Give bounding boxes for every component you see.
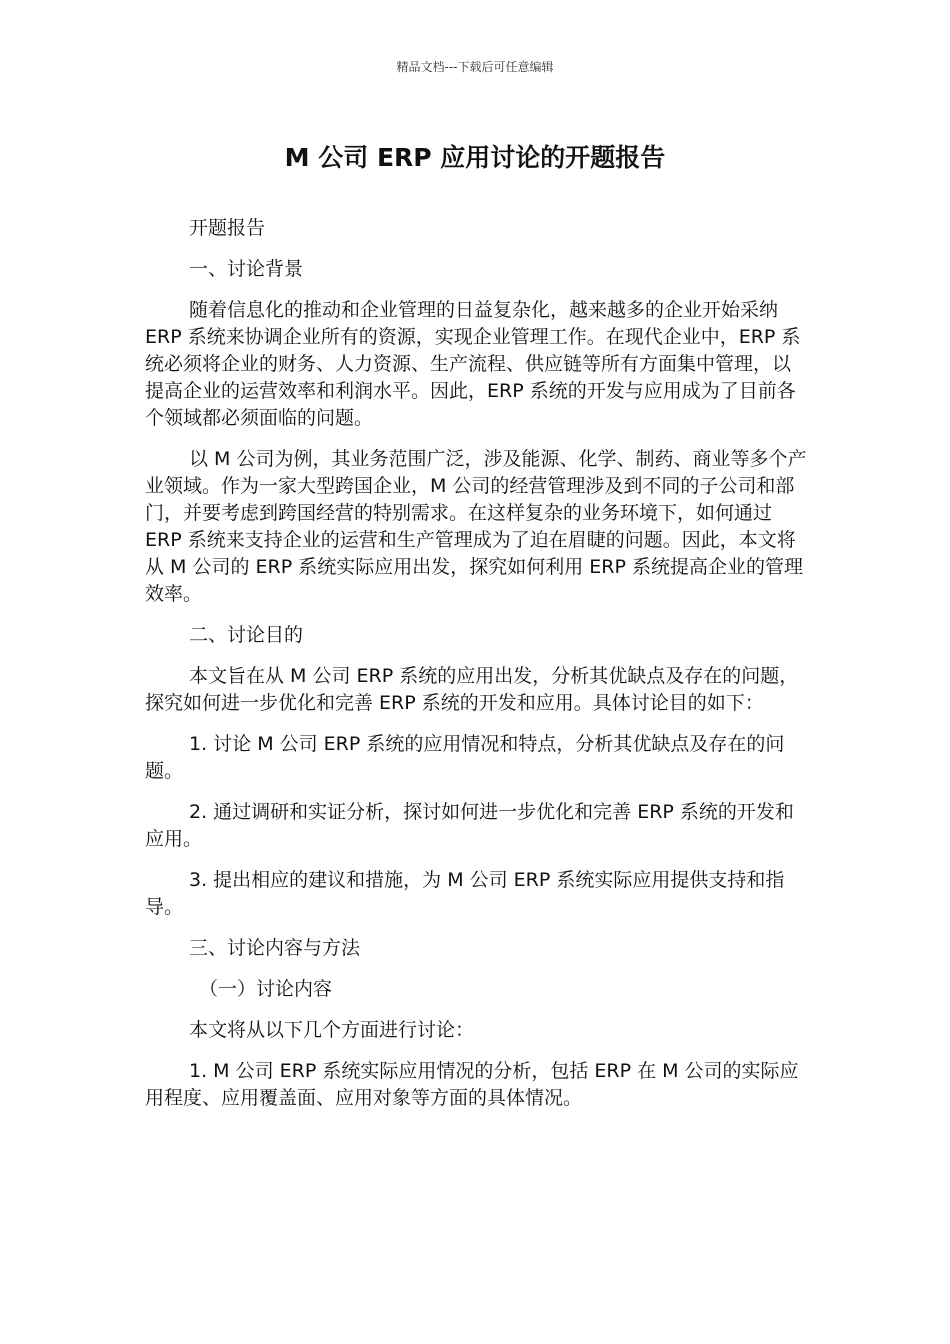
subsection-heading-content: （一）讨论内容 [199, 978, 333, 1000]
content-item-1: 1. M 公司 ERP 系统实际应用情况的分析，包括 ERP 在 M 公司的实际应用程度、应用覆盖面、应用对象等方面的具体情况。 [145, 1060, 799, 1109]
purpose-paragraph: 本文旨在从 M 公司 ERP 系统的应用出发，分析其优缺点及存在的问题，探究如何进一步优化和完善 ERP 系统的开发和应用。具体讨论目的如下： [145, 665, 799, 714]
purpose-item-2: 2. 通过调研和实证分析，探讨如何进一步优化和完善 ERP 系统的开发和应用。 [145, 801, 794, 850]
document-body [145, 215, 807, 1126]
section-label-proposal: 开题报告 [189, 217, 266, 239]
background-paragraph-2: 以 M 公司为例，其业务范围广泛，涉及能源、化学、制药、商业等多个产业领域。作为一家大型跨国企业，M 公司的经营管理涉及到不同的子公司和部门，并要考虑到跨国经营的特别需求。在这样复杂的业务环境下，如何通过 ERP 系统来支持企业的运营和生产管理成为了迫在眉睫的问题。因此，本文将从 M 公司的 ERP 系统实际应用出发，探究如何利用 ERP 系统提高企业的管理效率。 [145, 448, 807, 605]
section-heading-background: 一、讨论背景 [189, 258, 304, 280]
background-paragraph-1: 随着信息化的推动和企业管理的日益复杂化，越来越多的企业开始采纳 ERP 系统来协调企业所有的资源，实现企业管理工作。在现代企业中，ERP 系统必须将企业的财务、人力资源、生产流程、供应链等所有方面集中管理，以提高企业的运营效率和利润水平。因此，ERP 系统的开发与应用成为了目前各个领域都必须面临的问题。 [145, 299, 801, 429]
purpose-item-1: 1. 讨论 M 公司 ERP 系统的应用情况和特点，分析其优缺点及存在的问题。 [145, 733, 785, 782]
section-heading-purpose: 二、讨论目的 [189, 624, 304, 646]
header-note: 精品文档---下载后可任意编辑 [396, 60, 554, 74]
section-heading-content-method: 三、讨论内容与方法 [189, 937, 361, 959]
document-title: M 公司 ERP 应用讨论的开题报告 [284, 143, 666, 172]
purpose-item-3: 3. 提出相应的建议和措施，为 M 公司 ERP 系统实际应用提供支持和指导。 [145, 869, 785, 918]
content-intro-paragraph: 本文将从以下几个方面进行讨论： [189, 1019, 475, 1041]
